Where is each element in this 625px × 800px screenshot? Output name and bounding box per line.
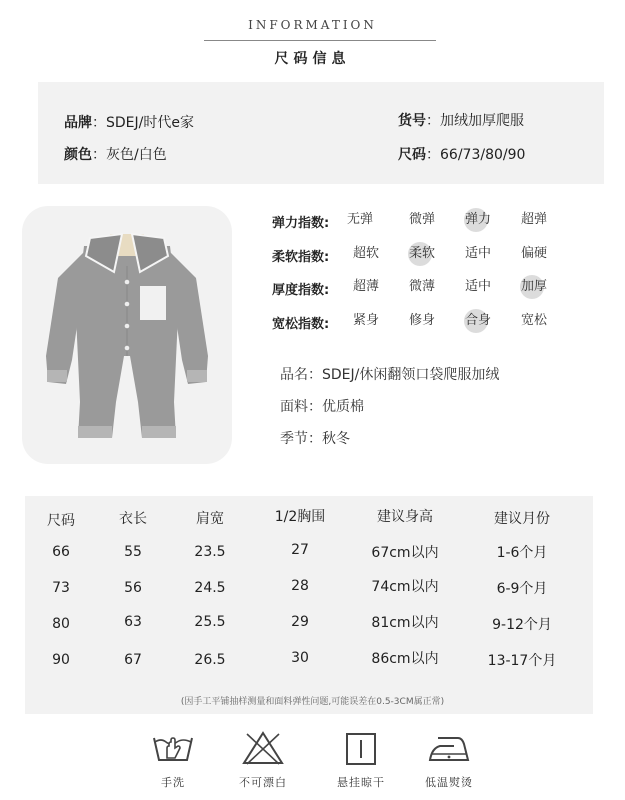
table-header-cell: 建议月份 bbox=[494, 511, 550, 527]
table-cell: 66 bbox=[52, 544, 70, 560]
table-cell: 63 bbox=[124, 614, 142, 630]
brand-value: SDEJ/时代e家 bbox=[106, 115, 194, 131]
sku-field: 货号：加绒加厚爬服 bbox=[398, 113, 524, 129]
attr-label: 宽松指数: bbox=[272, 317, 330, 332]
table-cell: 23.5 bbox=[194, 544, 226, 560]
attr-option: 超弹 bbox=[520, 212, 547, 227]
attr-option: 紧身 bbox=[352, 313, 379, 328]
table-cell: 67cm以内 bbox=[371, 545, 439, 561]
table-cell: 90 bbox=[52, 652, 70, 668]
table-header-cell: 尺码 bbox=[47, 513, 75, 529]
table-cell: 81cm以内 bbox=[371, 615, 439, 631]
table-cell: 55 bbox=[124, 544, 142, 560]
care-label: 低温熨烫 bbox=[425, 776, 473, 789]
fabric-info: 面料：优质棉 bbox=[280, 399, 364, 415]
table-cell: 86cm以内 bbox=[371, 651, 439, 667]
care-label: 手洗 bbox=[161, 776, 185, 789]
table-cell: 56 bbox=[124, 580, 142, 596]
table-cell: 74cm以内 bbox=[371, 579, 439, 595]
care-item-no-bleach bbox=[218, 730, 308, 790]
table-header-cell: 衣长 bbox=[119, 511, 147, 527]
sku-value: 加绒加厚爬服 bbox=[440, 113, 524, 129]
attr-option: 修身 bbox=[408, 313, 435, 328]
title-divider bbox=[204, 40, 436, 41]
care-label: 不可漂白 bbox=[239, 776, 287, 789]
attr-label: 柔软指数: bbox=[272, 250, 330, 265]
table-cell: 26.5 bbox=[194, 652, 226, 668]
care-item-low-iron bbox=[404, 730, 494, 790]
table-cell: 73 bbox=[52, 580, 70, 596]
table-cell: 6-9个月 bbox=[496, 581, 548, 597]
table-header-cell: 1/2胸围 bbox=[274, 509, 326, 525]
table-cell: 29 bbox=[291, 614, 309, 630]
attr-option-selected: 柔软 bbox=[400, 242, 444, 266]
table-cell: 28 bbox=[291, 578, 309, 594]
color-value: 灰色/白色 bbox=[106, 147, 167, 163]
table-cell: 13-17个月 bbox=[487, 653, 557, 669]
table-cell: 80 bbox=[52, 616, 70, 632]
section-title-chinese: 尺码信息 bbox=[274, 51, 351, 67]
table-cell: 1-6个月 bbox=[496, 545, 548, 561]
table-header-cell: 肩宽 bbox=[196, 511, 224, 527]
attr-option: 超软 bbox=[352, 246, 379, 261]
attr-option: 微弹 bbox=[408, 212, 435, 227]
size-value: 66/73/80/90 bbox=[440, 147, 526, 163]
hand-wash-icon bbox=[151, 730, 195, 766]
table-cell: 25.5 bbox=[194, 614, 226, 630]
attr-option-selected: 合身 bbox=[456, 309, 500, 333]
attr-option: 无弹 bbox=[346, 212, 373, 227]
table-header-cell: 建议身高 bbox=[377, 509, 433, 525]
low-iron-icon bbox=[424, 730, 474, 766]
attr-option: 适中 bbox=[464, 279, 491, 294]
care-label: 悬挂晾干 bbox=[337, 776, 385, 789]
table-cell: 24.5 bbox=[194, 580, 226, 596]
attr-option: 微薄 bbox=[408, 279, 435, 294]
no-bleach-icon bbox=[241, 730, 285, 766]
measurement-note: (因手工平铺抽样测量和面料弹性问题,可能误差在0.5-3CM属正常) bbox=[180, 697, 445, 707]
size-table bbox=[25, 496, 593, 714]
care-item-hand-wash bbox=[128, 730, 218, 790]
baby-romper-image bbox=[22, 206, 232, 464]
table-cell: 9-12个月 bbox=[492, 617, 552, 633]
attr-label: 厚度指数: bbox=[272, 283, 330, 298]
attr-option: 宽松 bbox=[520, 313, 547, 328]
hang-dry-icon bbox=[339, 730, 383, 766]
color-field: 颜色：灰色/白色 bbox=[64, 147, 167, 163]
attr-option-selected: 弹力 bbox=[456, 208, 500, 232]
attr-label: 弹力指数: bbox=[272, 216, 330, 231]
brand-field: 品牌：SDEJ/时代e家 bbox=[64, 115, 194, 131]
product-name: 品名：SDEJ/休闲翻领口袋爬服加绒 bbox=[280, 367, 500, 383]
sku-key: 货号 bbox=[398, 113, 426, 129]
table-cell: 30 bbox=[291, 650, 309, 666]
size-field: 尺码：66/73/80/90 bbox=[398, 147, 526, 163]
care-item-hang-dry bbox=[316, 730, 406, 790]
section-title-english: INFORMATION bbox=[248, 18, 377, 32]
season-info: 季节：秋冬 bbox=[280, 431, 350, 447]
color-key: 颜色 bbox=[64, 147, 92, 163]
brand-key: 品牌 bbox=[64, 115, 92, 131]
table-cell: 27 bbox=[291, 542, 309, 558]
table-cell: 67 bbox=[124, 652, 142, 668]
attr-option: 超薄 bbox=[352, 279, 379, 294]
product-photo bbox=[22, 206, 232, 464]
product-info-panel bbox=[38, 82, 604, 184]
size-key: 尺码 bbox=[398, 147, 426, 163]
attr-option: 适中 bbox=[464, 246, 491, 261]
attr-option: 偏硬 bbox=[520, 246, 547, 261]
attr-option-selected: 加厚 bbox=[512, 275, 556, 299]
